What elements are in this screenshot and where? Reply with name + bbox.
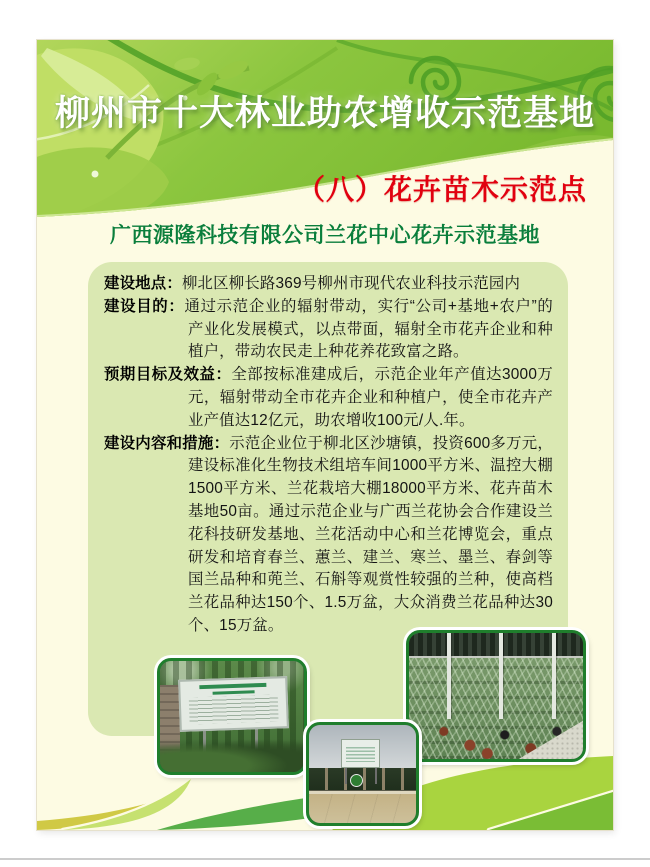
page-edge-line [0, 858, 650, 860]
shade-roof [409, 633, 583, 658]
section-purpose [104, 296, 553, 364]
sign-post [375, 768, 377, 784]
section-location [104, 273, 553, 296]
section-measures-text: 示范企业位于柳北区沙塘镇，投资600多万元，建设标准化生物技术组培车间1000平方米、温控大棚1500平方米、兰花栽培大棚18000平方米、花卉苗木基地50亩。通过示范企业与广西兰花协会合作建设兰花科技研发基地、兰花活动中心和兰花博览会，重点研发和培育春兰、蕙兰、建兰、寒兰、墨兰、春剑等国兰品种和蔸兰、石斛等观赏性较强的兰种，使高档兰花品种达150个、1.5万盆，大众消费兰花品种达30个、15万盆。 [188, 434, 553, 634]
greenhouse-pole [499, 633, 503, 719]
pavement [309, 794, 416, 823]
section-location-label: 建设地点： [104, 275, 182, 292]
entrance-photo [306, 722, 419, 826]
round-sign [350, 774, 363, 787]
entrance-sign [341, 739, 380, 768]
section-goals [104, 364, 553, 432]
sign-post [345, 768, 347, 784]
signboard-panel [178, 676, 289, 732]
section-goals-label: 预期目标及效益： [104, 366, 232, 384]
poster-subtitle: （八）花卉苗木示范点 [296, 174, 587, 205]
signboard-title-line [199, 682, 267, 688]
greenhouse-pole [552, 633, 556, 719]
section-location-text: 柳北区柳长路369号柳州市现代农业科技示范园内 [181, 275, 521, 292]
greenhouse-pole [447, 633, 451, 719]
section-measures-label: 建设内容和措施： [104, 434, 230, 452]
org-title: 广西源隆科技有限公司兰花中心花卉示范基地 [110, 224, 540, 247]
greenhouse-photo [406, 630, 586, 762]
bushes [160, 739, 304, 772]
section-purpose-text: 通过示范企业的辐射带动，实行“公司+基地+农户”的产业化发展模式，以点带面，辐射全市花卉企业和种植户，带动农民走上种花养花致富之路。 [184, 297, 553, 361]
signboard-photo [157, 658, 307, 775]
signboard-title-line [212, 690, 254, 694]
section-measures [104, 433, 553, 638]
section-goals-text: 全部按标准建成后，示范企业年产值达3000万元，辐射带动全市花卉企业和种植户，使全市花卉产业产值达12亿元，助农增收100元/人.年。 [188, 366, 553, 429]
signboard-text-lines [189, 694, 278, 724]
poster [37, 40, 613, 830]
poster-title: 柳州市十大林业助农增收示范基地 [54, 94, 595, 133]
entrance-sign-text-lines [346, 745, 375, 763]
section-purpose-label: 建设目的： [104, 297, 185, 315]
